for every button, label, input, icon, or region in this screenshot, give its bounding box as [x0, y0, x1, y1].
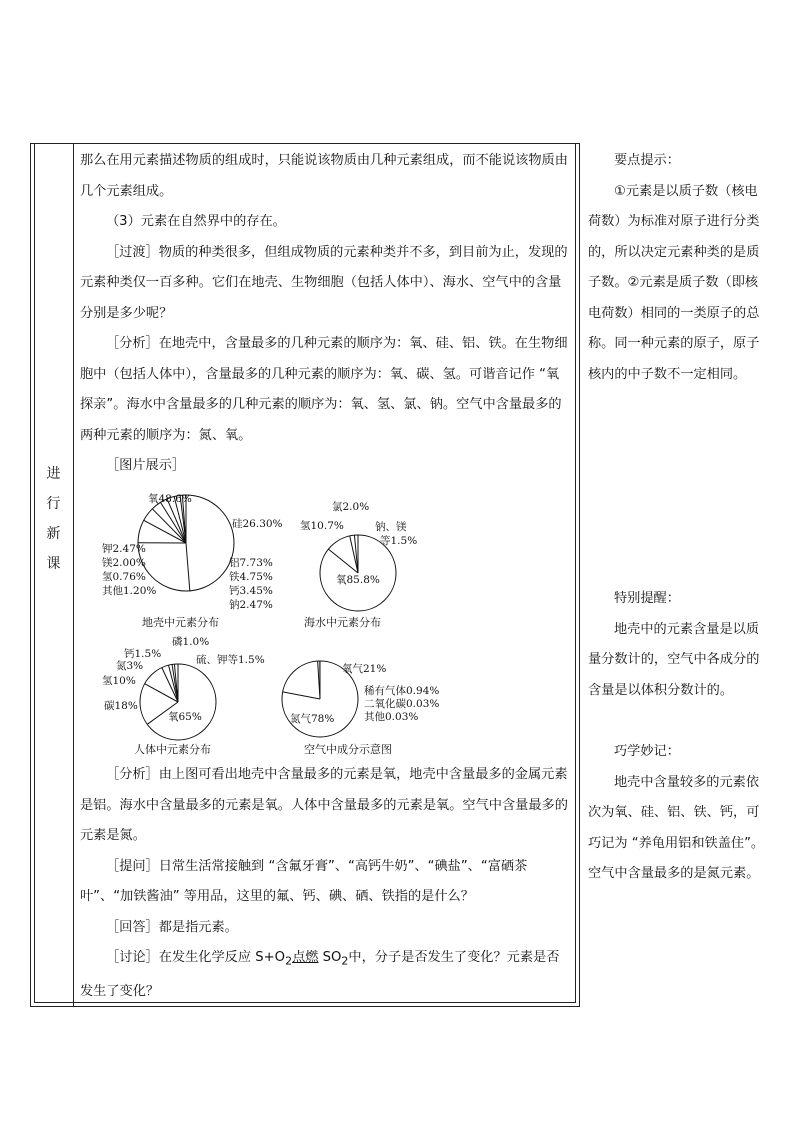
- body-label: 碳18%: [104, 700, 138, 712]
- paragraph: ［回答］都是指元素。: [106, 919, 238, 935]
- side-label-char: 进: [46, 466, 61, 482]
- crust-label: 钾2.47%: [102, 543, 146, 555]
- reminder-text: 地壳中的元素含量是以质量分数计的，空气中各成分的含量是以体积分数计的。: [588, 621, 760, 698]
- paragraph: ［图片展示］: [106, 458, 186, 473]
- paragraph: ［分析］在地壳中，含量最多的几种元素的顺序为：氧、硅、铝、铁。在生物细胞中（包括人体中），含量最多的几种元素的顺序为：氧、碳、氢。可谐音记作 “氧探亲”。海水中含量最多的几种元素的顺序为：氧、氢、氯、钠。空气中含量最多的两种元素的顺序为：氮、氧。: [80, 336, 568, 443]
- side-label-char: 课: [46, 556, 61, 572]
- charts-svg: [80, 488, 440, 760]
- pie-slice-boundary: [152, 509, 186, 543]
- main-content-continued: [80, 760, 572, 1008]
- body-label: 钙1.5%: [124, 648, 162, 660]
- crust-pie: [102, 492, 283, 629]
- air-label: 其他0.03%: [364, 711, 419, 723]
- subscript: 2: [285, 954, 293, 968]
- discussion-paragraph: [80, 943, 572, 1008]
- sea-label: 钠、镁: [375, 521, 407, 533]
- paragraph: （3）元素在自然界中的存在。: [106, 214, 286, 229]
- paragraph: ［过渡］物质的种类很多，但组成物质的元素种类并不多，到目前为止，发现的元素种类仅一百多种。它们在地壳、生物细胞（包括人体中）、海水、空气中的含量分别是多少呢？: [80, 244, 568, 321]
- crust-label: 氢0.76%: [102, 571, 146, 583]
- reminder-section: [588, 584, 768, 706]
- body-label: 氧65%: [168, 711, 202, 723]
- memory-text: 地壳中含量较多的元素依次为氧、硅、铝、铁、钙，可巧记为 “养龟用铝和铁盖住”。空气中含量最多的是氮元素。: [588, 774, 765, 881]
- body-pie: [102, 635, 265, 756]
- air-label: 二氧化碳0.03%: [364, 698, 440, 710]
- crust-caption: 地壳中元素分布: [142, 616, 219, 629]
- crust-label: 钙3.45%: [229, 585, 273, 597]
- subscript: 2: [341, 954, 349, 968]
- discussion-prefix: ［讨论］在发生化学反应 S+O: [106, 950, 286, 965]
- memory-section: [588, 737, 768, 890]
- air-label: 稀有气体0.94%: [364, 685, 440, 697]
- pie-slice-boundary: [283, 692, 320, 699]
- tips-text: ①元素是以质子数（核电荷数）为标准对原子进行分类的，所以决定元素种类的是质子数。②元素是质子数（即核电荷数）相同的一类原子的总称。同一种元素的原子，原子核内的中子数不一定相同。: [588, 183, 760, 382]
- body-caption: 人体中元素分布: [134, 743, 211, 756]
- reminder-title: 特别提醒：: [614, 591, 680, 606]
- memory-title: 巧学妙记：: [614, 744, 680, 759]
- pie-slice-boundary: [186, 543, 190, 591]
- body-label: 氮3%: [116, 660, 144, 672]
- sea-pie: [300, 500, 417, 629]
- column-divider: [73, 143, 74, 1007]
- discussion-suffix: 中，分子是否发生了变化？元素是否发生了变化？: [80, 950, 560, 1000]
- air-label: 氮气78%: [290, 713, 335, 725]
- body-label: 氢10%: [102, 675, 136, 687]
- reaction-condition: 点燃: [292, 950, 319, 965]
- pie-slice-boundary: [144, 520, 186, 543]
- body-label: 硫、钾等1.5%: [196, 654, 265, 666]
- main-content: [80, 146, 572, 482]
- pie-slice-boundary: [354, 535, 358, 573]
- crust-label: 钠2.47%: [229, 599, 273, 611]
- element-distribution-charts: [80, 488, 440, 760]
- discussion-mid: SO: [318, 950, 342, 965]
- paragraph: ［提问］日常生活常接触到 “含氟牙膏”、“高钙牛奶”、“碘盐”、“富硒茶叶”、“加铁酱油” 等用品，这里的氟、钙、碘、硒、铁指的是什么？: [80, 858, 528, 904]
- crust-label: 铁4.75%: [229, 571, 273, 583]
- air-caption: 空气中成分示意图: [304, 743, 392, 756]
- paragraph: ［分析］由上图可看出地壳中含量最多的元素是氧，地壳中含量最多的金属元素是铝。海水中含量最多的元素是氧。人体中含量最多的元素是氧。空气中含量最多的元素是氮。: [80, 767, 568, 843]
- sea-label: 等1.5%: [380, 535, 418, 547]
- body-label: 磷1.0%: [172, 636, 210, 648]
- sea-label: 氧85.8%: [336, 574, 380, 586]
- pie-slice-boundary: [145, 684, 178, 702]
- crust-label: 氧48.6%: [148, 493, 192, 505]
- crust-label: 镁2.00%: [102, 557, 146, 569]
- side-label-char: 行: [46, 496, 61, 512]
- air-label: 氧气21%: [342, 663, 387, 675]
- sea-label: 氯2.0%: [332, 501, 370, 513]
- tips-title: 要点提示：: [614, 153, 680, 168]
- tips-section: [588, 146, 768, 390]
- sea-label: 氢10.7%: [300, 520, 344, 532]
- sea-slice-lines: [328, 535, 358, 573]
- crust-label: 硅26.30%: [232, 518, 283, 530]
- crust-label: 其他1.20%: [102, 585, 157, 597]
- paragraph: 那么在用元素描述物质的组成时，只能说该物质由几种元素组成，而不能说该物质由几个元素组成。: [80, 153, 568, 199]
- side-label-char: 新: [46, 526, 61, 542]
- crust-label: 铝7.73%: [229, 557, 273, 569]
- sea-caption: 海水中元素分布: [304, 616, 381, 629]
- air-slice-lines: [283, 661, 320, 699]
